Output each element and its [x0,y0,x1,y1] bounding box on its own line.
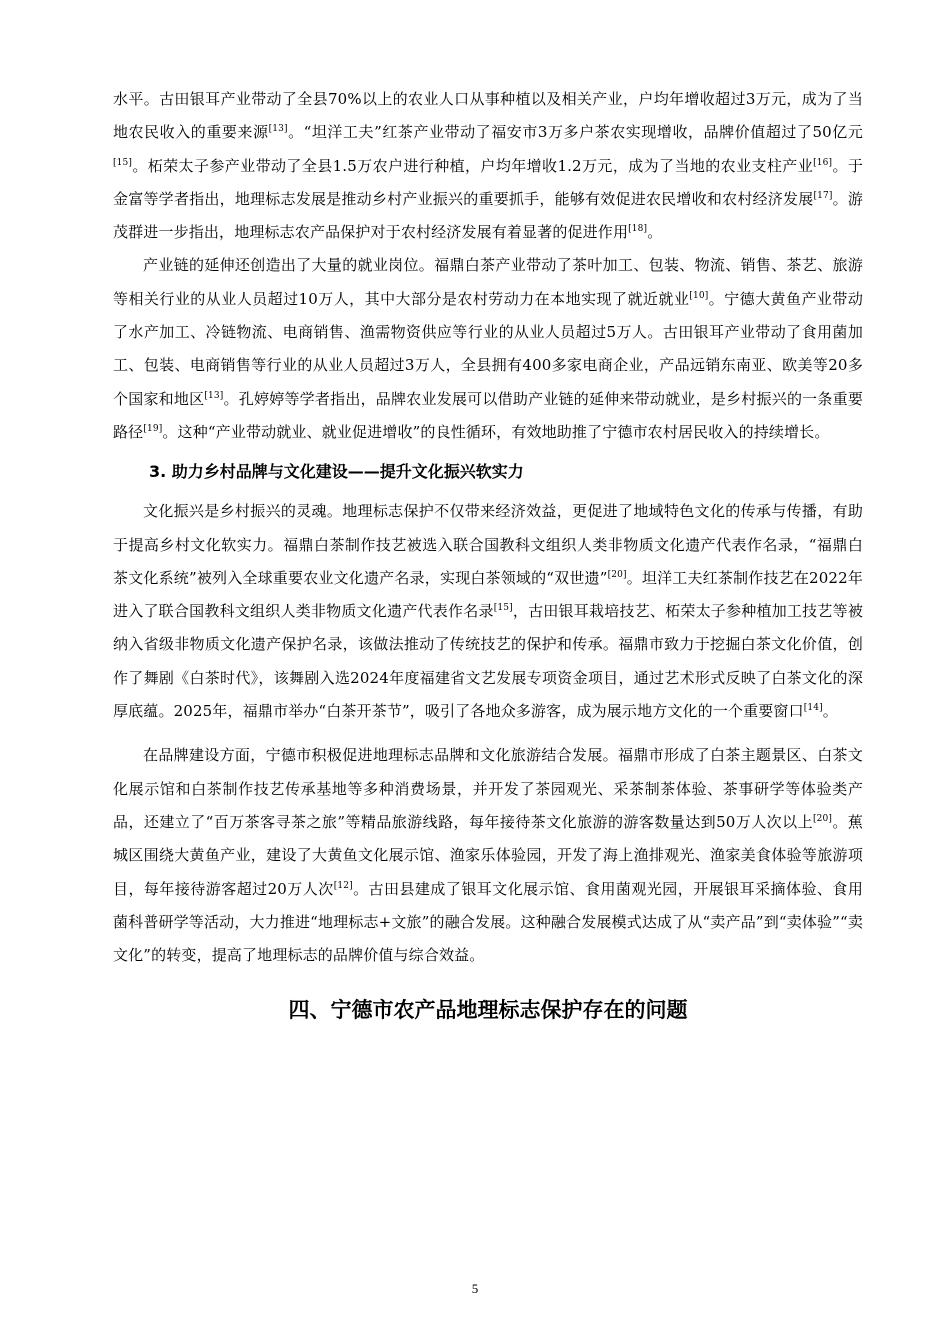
text-run: 。游茂群进一步指出，地理标志农产品保护对于农村经济发展有着显著的促进作用 [113,189,864,242]
citation-marker: [20] [813,813,833,824]
citation-marker: [20] [607,569,627,580]
paragraph-gi-income-effects [113,83,863,249]
text-run: 。坦洋工夫红茶制作技艺在2022年进入了联合国教科文组织人类非物质文化遗产代表作名录 [113,568,864,621]
text-run: 。蕉城区围绕大黄鱼产业，建设了大黄鱼文化展示馆、渔家乐体验园，开发了海上渔排观光、渔家美食体验等旅游项目，每年接待游客超过20万人次 [113,812,863,898]
text-run: ，古田银耳栽培技艺、柘荣太子参种植加工技艺等被纳入省级非物质文化遗产保护名录，该做法推动了传统技艺的保护和传承。福鼎市致力于挖掘白茶文化价值，创作了舞剧《白茶时代》，该舞剧入选2024年度福建省文艺发展专项资金项目，通过艺术形式反映了白茶文化的深厚底蕴。2025年，福鼎市举办“白茶开茶节”，吸引了各地众多游客，成为展示地方文化的一个重要窗口 [113,602,863,721]
text-run: 。于金富等学者指出，地理标志发展是推动乡村产业振兴的重要抓手，能够有效促进农民增收和农村经济发展 [113,156,863,208]
citation-marker: [13] [204,390,224,401]
paragraph-brand-building [113,739,863,972]
text-run: 。“坦洋工夫”红茶产业带动了福安市3万多户茶农实现增收，品牌价值超过了50亿元 [287,123,863,142]
subsection-heading: 3. 助力乡村品牌与文化建设——提升文化振兴软实力 [149,462,524,482]
text-run: 。古田县建成了银耳文化展示馆、食用菌观光园，开展银耳采摘体验、食用菌科普研学等活动，大力推进“地理标志+文旅”的融合发展。这种融合发展模式达成了从“卖产品”到“卖体验”“卖文化”的转变，提高了地理标志的品牌价值与综合效益。 [113,879,863,965]
citation-marker: [15] [113,157,133,168]
text-run: 。 [822,702,838,721]
page-number: 5 [471,1281,479,1296]
text-run: 。 [647,223,663,242]
citation-marker: [18] [628,224,648,235]
text-run: 水平。古田银耳产业带动了全县70%以上的农业人口从事种植以及相关产业，户均年增收超过3万元，成为了当地农民收入的重要来源 [113,90,863,142]
text-run: 。这种“产业带动就业、就业促进增收”的良性循环，有效地助推了宁德市农村居民收入的持续增长。 [162,422,830,441]
text-run: 。孔婷婷等学者指出，品牌农业发展可以借助产业链的延伸来带动就业，是乡村振兴的一条重要路径 [113,389,863,441]
text-run: 。宁德大黄鱼产业带动了水产加工、冷链物流、电商销售、渔需物资供应等行业的从业人员超过5万人。古田银耳产业带动了食用菌加工、包装、电商销售等行业的从业人员超过3万人，全县拥有400多家电商企业，产品远销东南亚、欧美等20多个国家和地区 [113,289,863,408]
citation-marker: [13] [268,124,288,135]
paragraph-employment [113,249,863,449]
citation-marker: [17] [813,190,833,201]
text-run: 产业链的延伸还创造出了大量的就业岗位。福鼎白茶产业带动了茶叶加工、包装、物流、销售、茶艺、旅游等相关行业的从业人员超过10万人，其中大部分是农村劳动力在本地实现了就近就业 [113,256,863,308]
paragraph-cultural-revival [113,495,863,728]
text-run: 文化振兴是乡村振兴的灵魂。地理标志保护不仅带来经济效益，更促进了地域特色文化的传承与传播，有助于提高乡村文化软实力。福鼎白茶制作技艺被选入联合国教科文组织人类非物质文化遗产代表作名录，“福鼎白茶文化系统”被列入全球重要农业文化遗产名录，实现白茶领域的“双世遗” [113,502,863,587]
text-run: 。柘荣太子参产业带动了全县1.5万农户进行种植，户均年增收1.2万元，成为了当地的农业支柱产业 [132,156,814,175]
citation-marker: [10] [689,290,709,301]
citation-marker: [14] [803,703,823,714]
citation-marker: [16] [813,157,833,168]
citation-marker: [12] [333,880,353,891]
citation-marker: [15] [493,603,513,614]
document-page [113,83,863,1032]
text-run: 在品牌建设方面，宁德市积极促进地理标志品牌和文化旅游结合发展。福鼎市形成了白茶主题景区、白茶文化展示馆和白茶制作技艺传承基地等多种消费场景，并开发了茶园观光、采茶制茶体验、茶事研学等体验类产品，还建立了“百万茶客寻茶之旅”等精品旅游线路，每年接待茶文化旅游的游客数量达到50万人次以上 [113,746,863,831]
citation-marker: [19] [143,423,163,434]
section-heading: 四、宁德市农产品地理标志保护存在的问题 [288,998,688,1023]
